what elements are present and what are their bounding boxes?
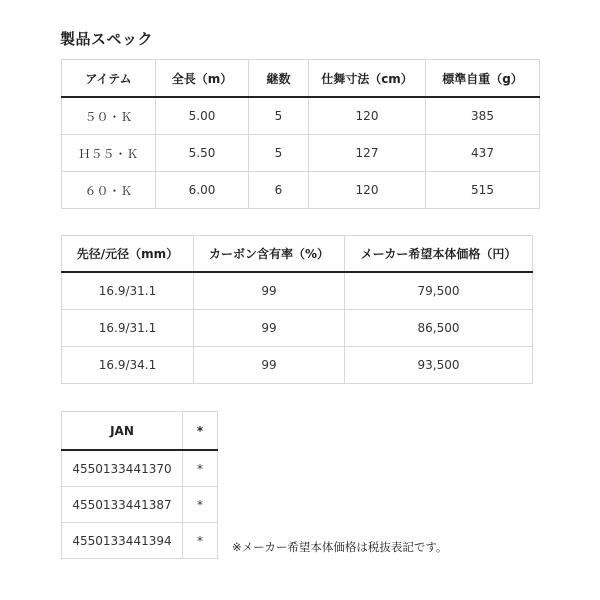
- spec-table-main: [61, 59, 540, 209]
- cell-item: Ｈ５５・Ｋ: [62, 135, 156, 172]
- cell-price: 86,500: [345, 310, 533, 347]
- table-row: [62, 135, 540, 172]
- col-tip-butt-diameter: 先径/元径（mm）: [62, 236, 194, 273]
- cell-closed-length: 120: [309, 172, 426, 209]
- table-row: [62, 272, 533, 310]
- cell-closed-length: 120: [309, 97, 426, 135]
- cell-length: 6.00: [156, 172, 249, 209]
- cell-item: ５０・Ｋ: [62, 97, 156, 135]
- col-sections: 継数: [249, 60, 309, 98]
- cell-carbon: 99: [194, 272, 345, 310]
- table-row: [62, 487, 218, 523]
- cell-mark: *: [183, 523, 218, 559]
- col-mark: *: [183, 412, 218, 451]
- cell-weight: 437: [426, 135, 540, 172]
- col-length: 全長（m）: [156, 60, 249, 98]
- table-row: [62, 523, 218, 559]
- cell-price: 79,500: [345, 272, 533, 310]
- cell-weight: 385: [426, 97, 540, 135]
- cell-jan: 4550133441387: [62, 487, 183, 523]
- table-header-row: [62, 236, 533, 273]
- table-row: [62, 347, 533, 384]
- cell-sections: 5: [249, 97, 309, 135]
- col-weight: 標準自重（g）: [426, 60, 540, 98]
- cell-jan: 4550133441370: [62, 450, 183, 487]
- price-note: ※メーカー希望本体価格は税抜表記です。: [232, 540, 448, 554]
- cell-price: 93,500: [345, 347, 533, 384]
- cell-item: ６０・Ｋ: [62, 172, 156, 209]
- col-jan: JAN: [62, 412, 183, 451]
- cell-sections: 6: [249, 172, 309, 209]
- jan-table: [61, 411, 218, 559]
- cell-length: 5.50: [156, 135, 249, 172]
- table-row: [62, 97, 540, 135]
- table-row: [62, 310, 533, 347]
- spec-table-price: [61, 235, 533, 384]
- cell-mark: *: [183, 487, 218, 523]
- cell-diameter: 16.9/31.1: [62, 272, 194, 310]
- table-row: [62, 172, 540, 209]
- col-closed-length: 仕舞寸法（cm）: [309, 60, 426, 98]
- cell-length: 5.00: [156, 97, 249, 135]
- table-header-row: [62, 60, 540, 98]
- col-item: アイテム: [62, 60, 156, 98]
- cell-diameter: 16.9/31.1: [62, 310, 194, 347]
- cell-diameter: 16.9/34.1: [62, 347, 194, 384]
- page-title: 製品スペック: [60, 30, 154, 48]
- table-row: [62, 450, 218, 487]
- cell-carbon: 99: [194, 310, 345, 347]
- cell-closed-length: 127: [309, 135, 426, 172]
- cell-weight: 515: [426, 172, 540, 209]
- col-price: メーカー希望本体価格（円）: [345, 236, 533, 273]
- cell-jan: 4550133441394: [62, 523, 183, 559]
- table-header-row: [62, 412, 218, 451]
- cell-carbon: 99: [194, 347, 345, 384]
- col-carbon-content: カーボン含有率（%）: [194, 236, 345, 273]
- cell-mark: *: [183, 450, 218, 487]
- cell-sections: 5: [249, 135, 309, 172]
